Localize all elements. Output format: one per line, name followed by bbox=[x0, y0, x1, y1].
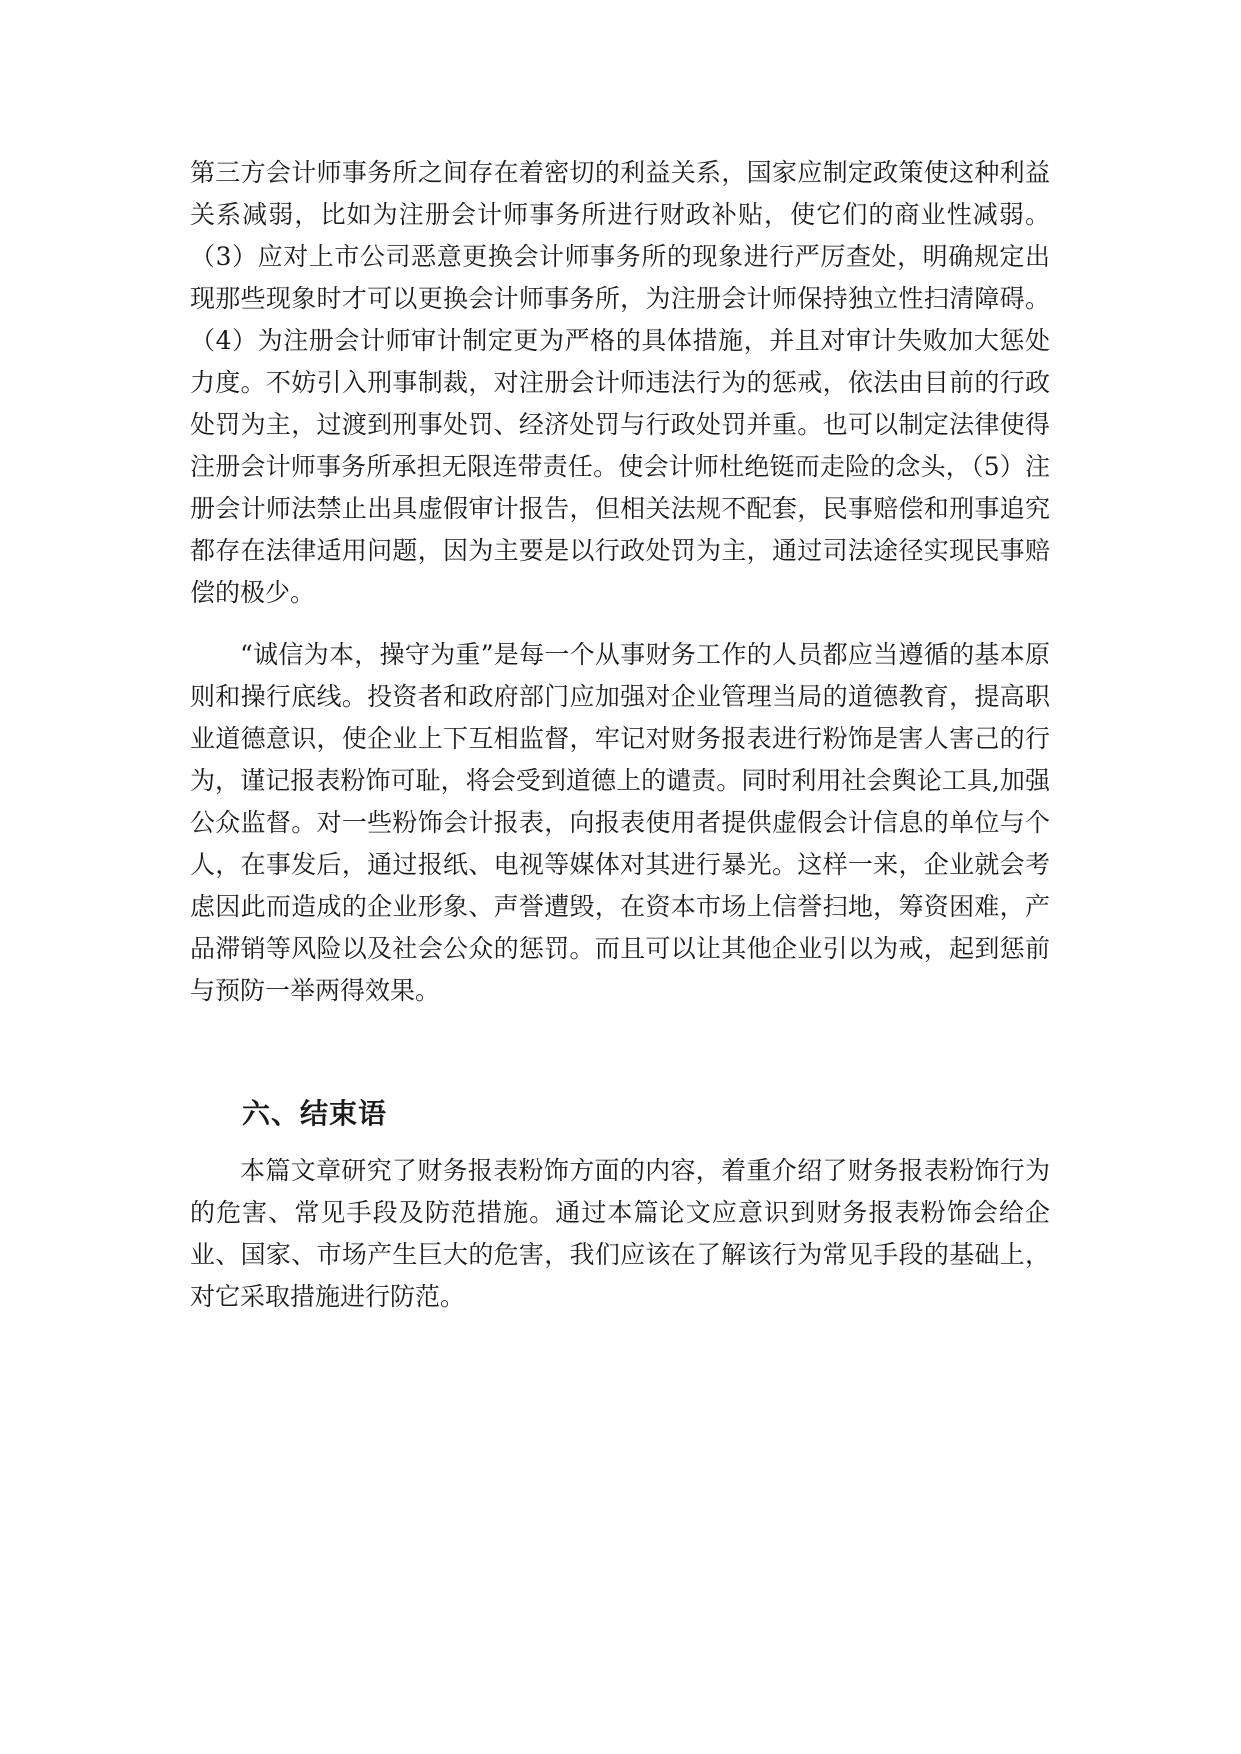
body-paragraph-regulation: 第三方会计师事务所之间存在着密切的利益关系，国家应制定政策使这种利益关系减弱，比如为注册会计师事务所进行财政补贴，使它们的商业性减弱。（3）应对上市公司恶意更换会计师事务所的现象进行严厉查处，明确规定出现那些现象时才可以更换会计师事务所，为注册会计师保持独立性扫清障碍。（4）为注册会计师审计制定更为严格的具体措施，并且对审计失败加大惩处力度。不妨引入刑事制裁，对注册会计师违法行为的惩戒，依法由目前的行政处罚为主，过渡到刑事处罚、经济处罚与行政处罚并重。也可以制定法律使得注册会计师事务所承担无限连带责任。使会计师杜绝铤而走险的念头，（5）注册会计师法禁止出具虚假审计报告，但相关法规不配套，民事赔偿和刑事追究都存在法律适用问题，因为主要是以行政处罚为主，通过司法途径实现民事赔偿的极少。 bbox=[190, 158, 1050, 607]
body-paragraph-integrity: “诚信为本，操守为重”是每一个从事财务工作的人员都应当遵循的基本原则和操行底线。投资者和政府部门应加强对企业管理当局的道德教育，提高职业道德意识，使企业上下互相监督，牢记对财务报表进行粉饰是害人害己的行为，谨记报表粉饰可耻，将会受到道德上的谴责。同时利用社会舆论工具,加强公众监督。对一些粉饰会计报表，向报表使用者提供虚假会计信息的单位与个人，在事发后，通过报纸、电视等媒体对其进行暴光。这样一来，企业就会考虑因此而造成的企业形象、声誉遭毁，在资本市场上信誉扫地，筹资困难，产品滞销等风险以及社会公众的惩罚。而且可以让其他企业引以为戒，起到惩前与预防一举两得效果。 bbox=[190, 640, 1050, 1005]
conclusion-paragraph: 本篇文章研究了财务报表粉饰方面的内容，着重介绍了财务报表粉饰行为的危害、常见手段及防范措施。通过本篇论文应意识到财务报表粉饰会给企业、国家、市场产生巨大的危害，我们应该在了解该行为常见手段的基础上，对它采取措施进行防范。 bbox=[190, 1156, 1050, 1311]
section-heading: 六、结束语 bbox=[242, 1097, 388, 1130]
